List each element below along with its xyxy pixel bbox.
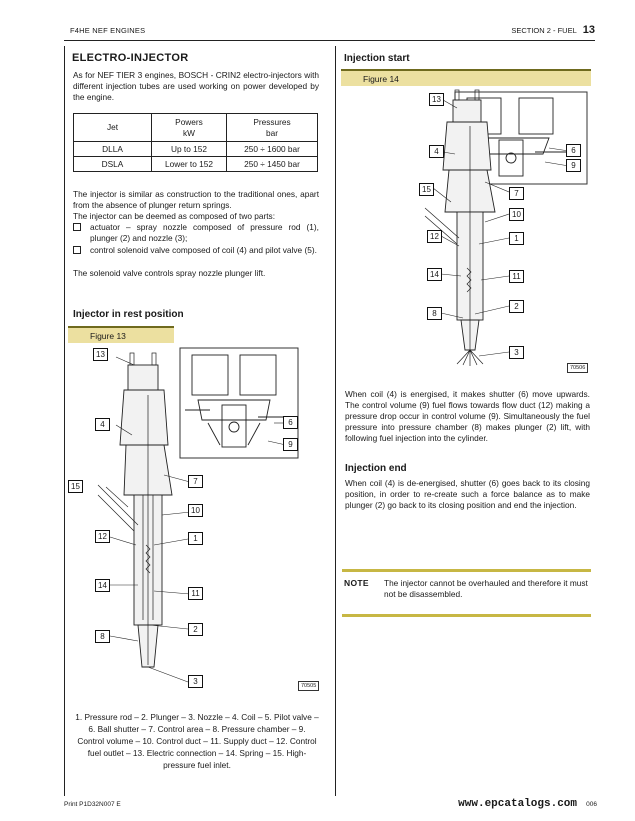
checkbox-icon	[73, 223, 81, 231]
injection-start-title: Injection start	[344, 53, 410, 64]
jet-table-header	[74, 114, 318, 142]
callout-12: 12	[95, 530, 110, 543]
callout-3: 3	[188, 675, 203, 688]
col-jet: Jet	[74, 114, 152, 142]
callout-8: 8	[95, 630, 110, 643]
footer-date: 006	[586, 801, 597, 808]
figure-13-caption: 1. Pressure rod – 2. Plunger – 3. Nozzle – 4. Coil – 5. Pilot valve – 6. Ball shutter – 7. Control area – 8. Pressure chamber – 9. Control volume – 10. Control duct – 11. Supply duct – 12. Control fuel outlet – 13. Electric connection – 14. Spring – 15. High-pressure fuel inlet.	[75, 712, 319, 770]
callout-2: 2	[509, 300, 524, 313]
note-text: The injector cannot be overhauled and therefore it must not be disassembled.	[384, 578, 588, 599]
injection-end-title: Injection end	[345, 463, 407, 474]
header-section: SECTION 2 - FUEL	[511, 26, 577, 35]
bullet-actuator: actuator – spray nozzle composed of pressure rod (1), plunger (2) and nozzle (3);	[90, 222, 319, 243]
col-pressures: Pressures bar	[227, 114, 318, 142]
callout-15: 15	[419, 183, 434, 196]
column-divider	[335, 46, 336, 796]
table-cell: DSLA	[74, 157, 152, 172]
table-row	[74, 157, 318, 172]
header-right	[511, 24, 595, 36]
callout-14: 14	[95, 579, 110, 592]
figure-14-code: 70506	[567, 363, 588, 373]
callout-11: 11	[509, 270, 524, 283]
figure-13-label: Figure 13	[68, 326, 174, 343]
print-code: Print P1D32N007 E	[64, 801, 121, 808]
callout-3: 3	[509, 346, 524, 359]
callout-2: 2	[188, 623, 203, 636]
left-margin-rule	[64, 46, 65, 796]
checkbox-icon	[73, 246, 81, 254]
table-cell: Lower to 152	[152, 157, 227, 172]
figure-13	[71, 345, 320, 695]
table-cell: 250 ÷ 1600 bar	[227, 142, 318, 157]
callout-4: 4	[429, 145, 444, 158]
figure-14-label: Figure 14	[341, 69, 591, 86]
bullet-solenoid: control solenoid valve composed of coil (4) and pilot valve (5).	[90, 245, 317, 255]
callout-4: 4	[95, 418, 110, 431]
table-cell: 250 ÷ 1450 bar	[227, 157, 318, 172]
callout-6: 6	[283, 416, 298, 429]
table-cell: Up to 152	[152, 142, 227, 157]
callout-15: 15	[68, 480, 83, 493]
callout-11: 11	[188, 587, 203, 600]
injection-end-paragraph: When coil (4) is de-energised, shutter (6) goes back to its closing position, in order to re-create such a force balance as to make plunger (2) go back to its closing position and end the injection.	[345, 478, 590, 510]
callout-12: 12	[427, 230, 442, 243]
callout-1: 1	[188, 532, 203, 545]
table-row	[74, 142, 318, 157]
jet-table	[73, 113, 318, 172]
intro-paragraph: As for NEF TIER 3 engines, BOSCH - CRIN2 electro-injectors with different injection tubes are used working on power developed by the engine.	[73, 70, 319, 102]
header-rule	[64, 40, 595, 41]
figure-14	[345, 88, 591, 372]
watermark: www.epcatalogs.com	[458, 798, 577, 810]
callout-10: 10	[509, 208, 524, 221]
callout-7: 7	[509, 187, 524, 200]
callout-13: 13	[429, 93, 444, 106]
note-label: NOTE	[344, 578, 369, 588]
section-title: ELECTRO-INJECTOR	[72, 52, 189, 64]
page-number: 13	[582, 24, 595, 36]
callout-9: 9	[283, 438, 298, 451]
callout-8: 8	[427, 307, 442, 320]
callout-1: 1	[509, 232, 524, 245]
body-paragraph-2: The injector can be deemed as composed of two parts:	[73, 211, 276, 221]
table-cell: DLLA	[74, 142, 152, 157]
callout-7: 7	[188, 475, 203, 488]
body-paragraph-3: The solenoid valve controls spray nozzle plunger lift.	[73, 268, 266, 278]
injector-rest-drawing	[88, 345, 320, 695]
header-manual-title: F4HE NEF ENGINES	[70, 26, 146, 35]
callout-13: 13	[93, 348, 108, 361]
note-top-bar	[342, 569, 591, 572]
callout-14: 14	[427, 268, 442, 281]
figure-13-code: 70505	[298, 681, 319, 691]
callout-6: 6	[566, 144, 581, 157]
injection-start-paragraph: When coil (4) is energised, it makes shutter (6) move upwards. The control volume (9) fuel flows towards flow duct (12) making a pressure drop occur in control volume (9). Simultaneously the fuel pressure into pressure chamber (8) makes plunger (2) lift, with following fuel injection into the cylinder.	[345, 389, 590, 443]
callout-10: 10	[188, 504, 203, 517]
body-paragraph-1: The injector is similar as construction to the traditional ones, apart from the absence of plunger return springs.	[73, 189, 319, 210]
callout-9: 9	[566, 159, 581, 172]
rest-position-title: Injector in rest position	[73, 309, 184, 320]
note-bottom-bar	[342, 614, 591, 617]
injector-start-drawing	[345, 88, 591, 372]
col-powers: Powers kW	[152, 114, 227, 142]
